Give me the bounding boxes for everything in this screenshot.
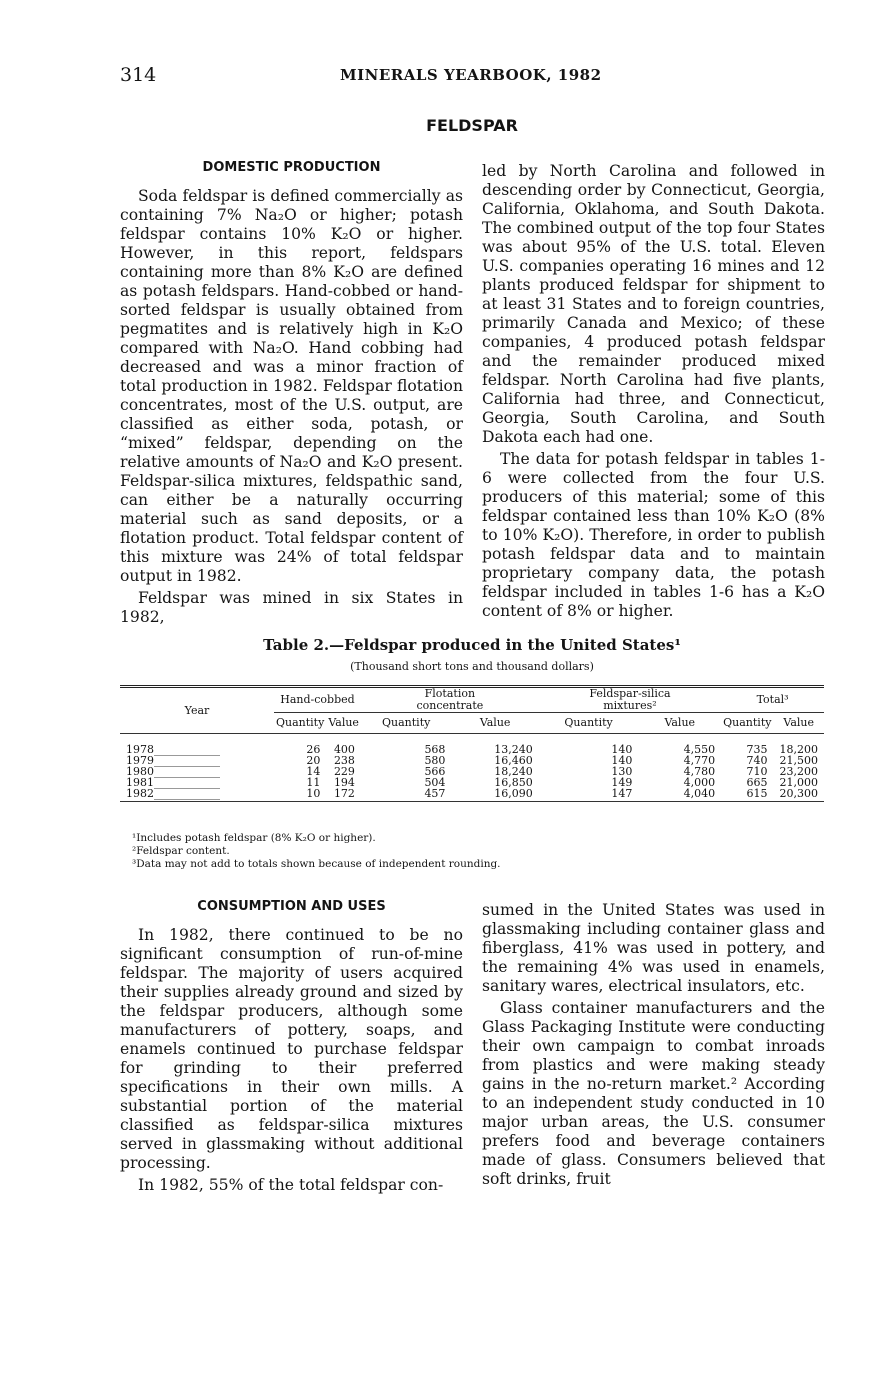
subcol-header: Value [451, 713, 538, 734]
subcol-header: Quantity [361, 713, 452, 734]
page-number: 314 [120, 64, 157, 86]
cell: 740 [746, 754, 768, 767]
cell: 615 [721, 788, 773, 802]
chapter-title: FELDSPAR [426, 116, 518, 135]
table-footnotes [132, 832, 501, 871]
cell: 21,500 [779, 754, 818, 767]
cell: 400 [333, 743, 355, 756]
group-header-feldspar-silica: Feldspar-silica mixtures² [539, 687, 721, 713]
cell: 13,240 [494, 743, 533, 756]
cell: 130 [611, 765, 633, 778]
cell: 140 [611, 754, 633, 767]
row-year: 1980 [126, 765, 154, 778]
table-subtitle: (Thousand short tons and thousand dollars) [350, 660, 594, 673]
cell: 16,850 [494, 776, 533, 789]
cell: 238 [333, 754, 355, 767]
cell: 149 [611, 776, 633, 789]
row-year: 1979 [126, 754, 154, 767]
cell: 194 [333, 776, 355, 789]
cell: 735 [746, 743, 768, 756]
cell: 457 [361, 788, 452, 802]
table-row [120, 788, 824, 802]
cell: 18,200 [779, 743, 818, 756]
subcol-header: Quantity [274, 713, 326, 734]
table-row [120, 766, 824, 777]
subcol-header: Value [326, 713, 361, 734]
cell: 4,040 [638, 788, 721, 802]
row-year: 1978 [126, 743, 154, 756]
cell: 10 [274, 788, 326, 802]
row-year: 1982 [126, 787, 154, 800]
cell: 11 [306, 776, 321, 789]
cell: 26 [306, 743, 321, 756]
section1-left-column [120, 160, 463, 627]
cell: 16,460 [494, 754, 533, 767]
cell: 580 [424, 754, 446, 767]
table-row [120, 734, 824, 756]
cell: 229 [333, 765, 355, 778]
cell: 20 [306, 754, 321, 767]
table-row [120, 777, 824, 788]
footnote: ³Data may not add to totals shown because of independent rounding. [132, 858, 501, 870]
subcol-header: Value [773, 713, 824, 734]
footnote: ¹Includes potash feldspar (8% K₂O or higher). [132, 832, 376, 844]
section1-right-column [482, 162, 825, 621]
footnote: ²Feldspar content. [132, 845, 230, 857]
cell: 147 [539, 788, 639, 802]
group-header-flotation: Flotation concentrate [361, 687, 539, 713]
cell: 23,200 [779, 765, 818, 778]
cell: 140 [611, 743, 633, 756]
cell: 4,770 [683, 754, 716, 767]
row-leader: ____________ [154, 787, 220, 800]
section-heading-domestic-production: DOMESTIC PRODUCTION [202, 160, 381, 175]
section-heading-consumption-and-uses: CONSUMPTION AND USES [197, 899, 386, 914]
cell: 710 [746, 765, 768, 778]
subcol-header: Quantity [539, 713, 639, 734]
section2-left-column [120, 899, 463, 1195]
row-leader: ____________ [154, 743, 220, 756]
production-table [120, 685, 824, 802]
paragraph: In 1982, 55% of the total feldspar con- [138, 1176, 444, 1194]
paragraph: led by North Carolina and followed in descending order by Connecticut, Georgia, California, Oklahoma, and South Dakota. The combined output of the top four States was about 95% of the U.S. total. Eleven U.S. companies operating 16 mines and 12 plants produced feldspar for shipment to at least 31 States and to foreign countries, primarily Canada and Mexico; of these companies, 4 produced potash feldspar and the remainder produced mixed feldspar. North Carolina had five plants, California had three, and Connecticut, Georgia, South Carolina, and South Dakota each had one. [482, 162, 825, 446]
cell: 665 [746, 776, 768, 789]
row-leader: ____________ [154, 776, 220, 789]
cell: 172 [326, 788, 361, 802]
paragraph: sumed in the United States was used in glassmaking including container glass and fiberglass, 41% was used in pottery, and the remaining 4% was used in enamels, sanitary wares, electrical insulators, etc. [482, 901, 825, 995]
cell: 20,300 [773, 788, 824, 802]
cell: 21,000 [779, 776, 818, 789]
row-leader: ____________ [154, 765, 220, 778]
section2-right-column [482, 901, 825, 1189]
table-title: Table 2.—Feldspar produced in the United States¹ [263, 636, 681, 654]
cell: 568 [424, 743, 446, 756]
cell: 504 [424, 776, 446, 789]
col-year-header: Year [120, 687, 274, 734]
cell: 566 [424, 765, 446, 778]
table-row [120, 755, 824, 766]
row-leader: ____________ [154, 754, 220, 767]
cell: 16,090 [451, 788, 538, 802]
paragraph: The data for potash feldspar in tables 1-6 were collected from the four U.S. producers of this material; some of this feldspar contained less than 10% K₂O (8% to 10% K₂O). Therefore, in order to publish potash feldspar data and to maintain proprietary company data, the potash feldspar included in tables 1-6 has a K₂O content of 8% or higher. [482, 450, 825, 620]
paragraph: Soda feldspar is defined commercially as containing 7% Na₂O or higher; potash feldspar contains 10% K₂O or higher. However, in this report, feldspars containing more than 8% K₂O are defined as potash feldspars. Hand-cobbed or hand-sorted feldspar is usually obtained from pegmatites and is relatively high in K₂O compared with Na₂O. Hand cobbing had decreased and was a minor fraction of total production in 1982. Feldspar flotation concentrates, most of the U.S. output, are classified as either soda, potash, or “mixed” feldspar, depending on the relative amounts of Na₂O and K₂O present. Feldspar-silica mixtures, feldspathic sand, can either be a naturally occurring material such as sand deposits, or a flotation product. Total feldspar content of this mixture was 24% of total feldspar output in 1982. [120, 187, 463, 585]
cell: 4,550 [683, 743, 716, 756]
group-header-total: Total³ [721, 687, 824, 713]
cell: 4,780 [683, 765, 716, 778]
row-year: 1981 [126, 776, 154, 789]
paragraph: Feldspar was mined in six States in 1982, [120, 589, 463, 626]
subcol-header: Value [638, 713, 721, 734]
paragraph: In 1982, there continued to be no significant consumption of run-of-mine feldspar. The majority of users acquired their supplies already ground and sized by the feldspar producers, although some manufacturers of pottery, soaps, and enamels continued to purchase feldspar for grinding to their preferred specifications in their own mills. A substantial portion of the material classified as feldspar-silica mixtures served in glassmaking without additional processing. [120, 926, 463, 1172]
paragraph: Glass container manufacturers and the Glass Packaging Institute were conducting their own campaign to combat inroads from plastics and were making steady gains in the no-return market.² According to an independent study conducted in 10 major urban areas, the U.S. consumer prefers food and beverage containers made of glass. Consumers believed that soft drinks, fruit [482, 999, 825, 1188]
cell: 4,000 [683, 776, 716, 789]
group-header-hand-cobbed: Hand-cobbed [274, 687, 361, 713]
cell: 14 [306, 765, 321, 778]
subcol-header: Quantity [721, 713, 773, 734]
running-title: MINERALS YEARBOOK, 1982 [340, 66, 602, 84]
cell: 18,240 [494, 765, 533, 778]
